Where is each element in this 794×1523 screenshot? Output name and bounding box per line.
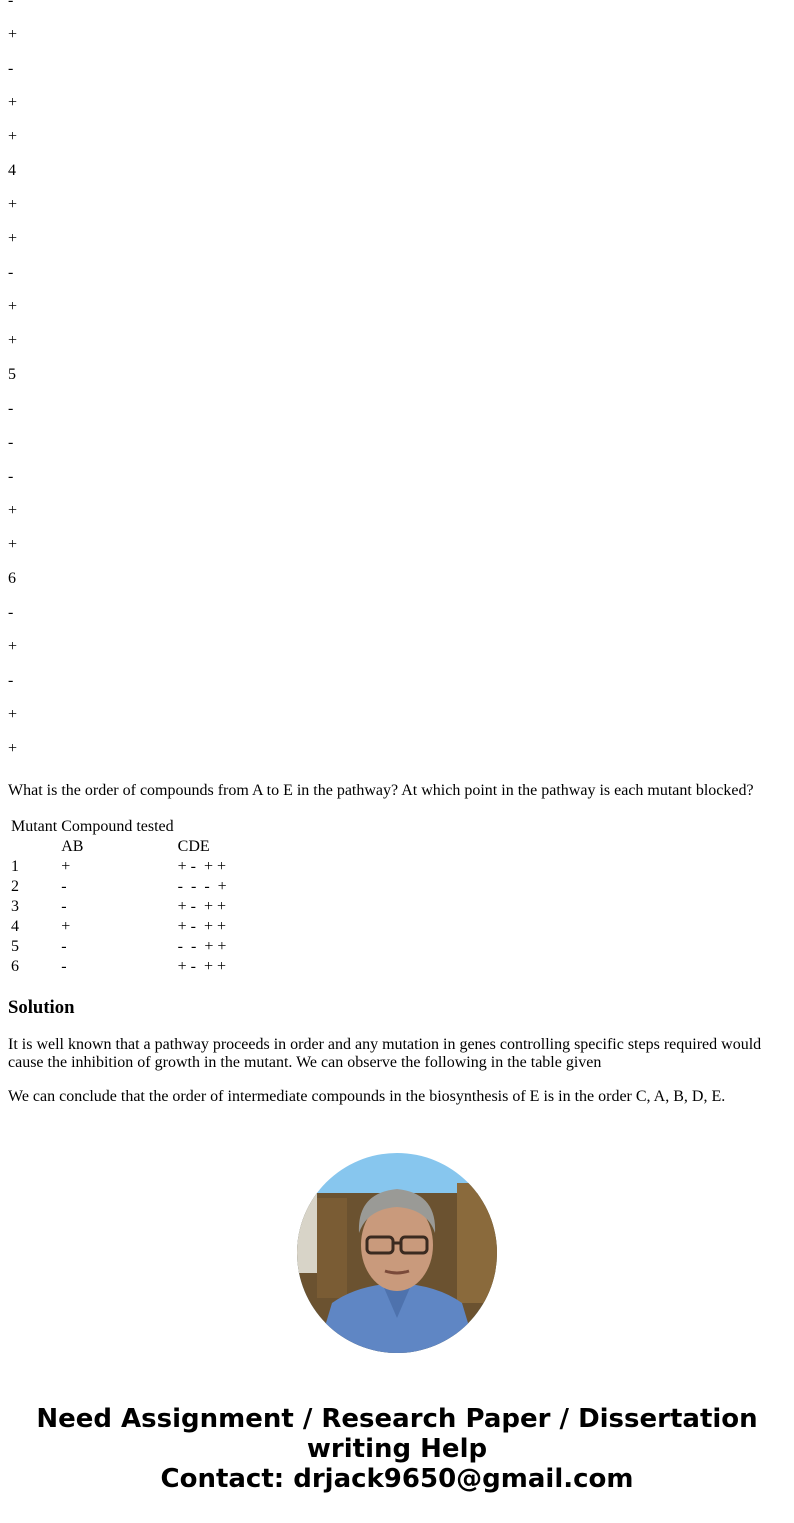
cde-cell: - - - +	[177, 878, 227, 895]
footer-line-1: Need Assignment / Research Paper / Dissertation writing Help	[36, 1404, 758, 1464]
table-row	[10, 898, 239, 916]
author-avatar	[297, 1153, 497, 1353]
symbol-line: +	[8, 706, 18, 723]
symbol-line: +	[8, 196, 18, 213]
symbol-line: +	[8, 740, 18, 757]
symbol-line: -	[8, 0, 14, 9]
mutant-cell: 1	[11, 858, 19, 875]
table-row	[10, 918, 239, 936]
cde-cell: + - + +	[177, 958, 227, 975]
compound-table	[8, 816, 241, 978]
symbol-line: -	[8, 604, 14, 621]
cde-cell: + - + +	[177, 898, 227, 915]
symbol-line: +	[8, 128, 18, 145]
cde-cell: + - + +	[177, 858, 227, 875]
table-subheader-row	[10, 838, 239, 856]
footer-advert	[0, 1404, 794, 1494]
symbol-line: +	[8, 26, 18, 43]
cde-cell: - - + +	[177, 938, 227, 955]
symbol-line: -	[8, 400, 14, 417]
ab-cell: -	[61, 898, 67, 915]
mutant-cell: 3	[11, 898, 19, 915]
header-empty	[177, 818, 239, 836]
table-row	[10, 878, 239, 896]
symbol-line: +	[8, 230, 18, 247]
header-compound-tested: Compound tested	[61, 818, 174, 835]
author-portrait-image	[297, 1153, 497, 1353]
question-text: What is the order of compounds from A to E in the pathway? At which point in the pathway is each mutant blocked?	[8, 782, 754, 799]
table-row	[10, 858, 239, 876]
mutant-cell: 5	[11, 938, 19, 955]
table-header-row	[10, 818, 239, 836]
ab-cell: +	[61, 918, 71, 935]
symbol-line: -	[8, 468, 14, 485]
solution-paragraph-1: It is well known that a pathway proceeds in order and any mutation in genes controlling specific steps required would cause the inhibition of growth in the mutant. We can observe the following in the table given	[8, 1036, 762, 1071]
table-row	[10, 958, 239, 976]
subheader-cde: CDE	[177, 838, 210, 855]
symbol-line: -	[8, 434, 14, 451]
mutant-cell: 2	[11, 878, 19, 895]
symbol-list	[8, 0, 778, 774]
subheader-ab: AB	[61, 838, 84, 855]
symbol-line: 6	[8, 570, 16, 587]
ab-cell: -	[61, 878, 67, 895]
symbol-line: +	[8, 298, 18, 315]
ab-cell: -	[61, 938, 67, 955]
mutant-cell: 4	[11, 918, 19, 935]
ab-cell: -	[61, 958, 67, 975]
mutant-cell: 6	[11, 958, 19, 975]
symbol-line: 4	[8, 162, 16, 179]
symbol-line: -	[8, 60, 14, 77]
symbol-line: +	[8, 536, 18, 553]
symbol-line: +	[8, 332, 18, 349]
table-row	[10, 938, 239, 956]
symbol-line: +	[8, 502, 18, 519]
ab-cell: +	[61, 858, 71, 875]
symbol-line: +	[8, 94, 18, 111]
symbol-line: -	[8, 264, 14, 281]
symbol-line: +	[8, 638, 18, 655]
solution-paragraph-2: We can conclude that the order of intermediate compounds in the biosynthesis of E is in the order C, A, B, D, E.	[8, 1088, 726, 1105]
symbol-line: -	[8, 672, 14, 689]
subheader-empty	[10, 838, 58, 856]
solution-heading: Solution	[8, 997, 75, 1018]
footer-line-2: Contact: drjack9650@gmail.com	[160, 1464, 634, 1494]
cde-cell: + - + +	[177, 918, 227, 935]
header-mutant: Mutant	[11, 818, 58, 835]
symbol-line: 5	[8, 366, 16, 383]
